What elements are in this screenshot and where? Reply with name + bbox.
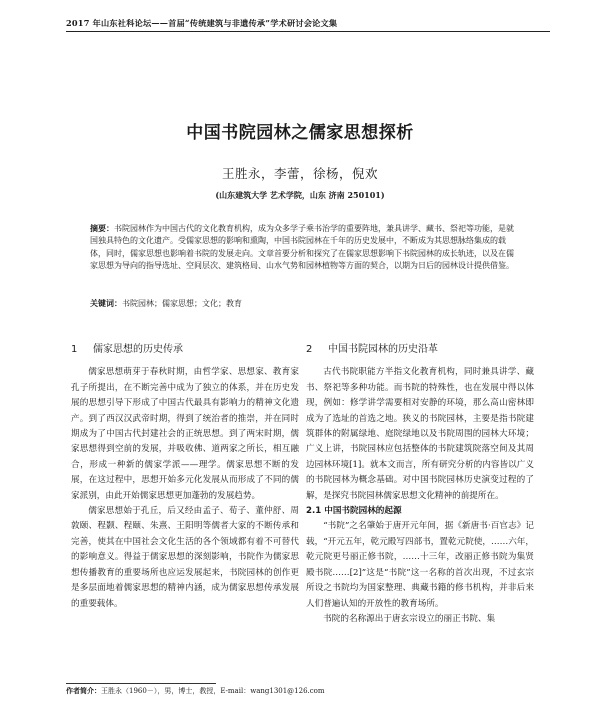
subsection-2-1-number: 2.1 [306, 506, 322, 517]
right-column [306, 342, 534, 627]
keywords-text: 书院园林；儒家思想；文化；教育 [122, 299, 242, 308]
header-rule [66, 31, 550, 32]
section-2-title: 中国书院园林的历史沿革 [328, 344, 438, 355]
section-1-number: 1 [71, 344, 78, 355]
running-head: 2017 年山东社科论坛——首届“传统建筑与非遗传承”学术研讨会论文集 [66, 18, 338, 28]
abstract-label: 摘要： [90, 223, 114, 233]
section-1-heading [71, 342, 299, 357]
section-1-title: 儒家思想的历史传承 [93, 344, 183, 355]
footnote-label: 作者简介： [66, 686, 101, 695]
keywords-label: 关键词： [90, 298, 122, 308]
section-2-number: 2 [306, 344, 313, 355]
subsection-2-1-paragraph: “书院”之名肇始于唐开元年间，据《新唐书·百官志》记载，“开元五年，乾元殿写四部书，置乾元院使，……六年，乾元院更号丽正修书院，……十三年，改丽正修书院为集贤殿书院……[2]”这是“书院”这一名称的首次出现，不过玄宗所设之书院均为国家整理、典藏书籍的修书机构，并非后来人们普遍认知的开放性的教育场所。 [306, 521, 534, 609]
abstract [90, 222, 516, 273]
footnote-rule [66, 683, 216, 684]
subsection-2-1-heading [306, 504, 534, 519]
section-1-paragraph: 儒家思想萌芽于春秋时期，由哲学家、思想家、教育家孔子所提出，在不断完善中成为了独立的体系，并在历史发展的思想引导下形成了中国古代最具有影响力的精神文化遗产。到了西汉汉武帝时期，得到了统治者的推崇，并在同时期成为了中国古代封建社会的正统思想。到了两宋时期，儒家思想得到空前的发展，并吸收佛、道两家之所长，相互融合，形成一种新的儒家学派——理学。儒家思想不断的发展，在这过程中，思想开始多元化发展从而形成了不同的儒家派别，由此开始儒家思想更加蓬勃的发展趋势。 [71, 367, 299, 501]
affiliation: (山东建筑大学 艺术学院，山东 济南 250101) [215, 190, 385, 200]
subsection-2-1-paragraph: 书院的名称源出于唐玄宗设立的丽正书院、集 [323, 613, 496, 624]
authors: 王胜永，李蕾，徐杨，倪欢 [221, 166, 378, 181]
section-2-paragraph: 古代书院职能方半指文化教育机构，同时兼具讲学、藏书、祭祀等多种功能。而书院的特殊性，也在发展中得以体现，例如：修学讲学需要相对安静的环境，那么高山密林即成为了选址的首选之地。狭义的书院园林，主要是指书院建筑群体的附属绿地、庭院绿地以及书院周围的园林大环境；广义上讲，书院园林应包括整体的书院建筑院落空间及其周边园林环境[1]。就本文而言，所有研究分析的内容皆以广义的书院园林为概念基础。对中国书院园林历史演变过程的了解，是探究书院园林儒家思想文化精神的前提所在。 [306, 367, 534, 501]
abstract-text: 书院园林作为中国古代的文化教育机构，成为众多学子乘书治学的重要阵地，兼具讲学、藏书、祭祀等功能，是就国独具特色的文化遗产。受儒家思想的影响和熏陶，中国书院园林在千年的历史发展中，不断成为其思想脉络集成的载体，同时，儒家思想也影响着书院的发展走向。文章首要分析和探究了在儒家思想影响下书院园林的成长轨迹，以及在儒家思想为导向的指导选址、空间层次、建筑格局、山水气势和园林植物等方面的契合，以期为日后的园林设计提供借鉴。 [90, 224, 514, 271]
keywords [90, 297, 516, 310]
subsection-2-1-title: 中国书院园林的起源 [324, 506, 402, 517]
footnote-text: 王胜永（1960－），男，博士，教授，E-mail：wang1301@126.com [101, 687, 325, 695]
author-footnote [66, 686, 325, 696]
left-column [71, 342, 299, 612]
paper-title: 中国书院园林之儒家思想探析 [186, 123, 414, 143]
section-2-heading [306, 342, 534, 357]
section-1-paragraph: 儒家思想始于孔丘，后又经由孟子、荀子、董仲舒、周敦颐、程颢、程颐、朱熹、王阳明等儒者大家的不断传承和完善，使其在中国社会文化生活的各个领域都有着不可替代的影响意义。得益于儒家思想的深刻影响，书院作为儒家思想传播教育的重要场所也应运发展起来，书院园林的创作更是多层面地着儒家思想的精神内涵，成为儒家思想传承发展的重要载体。 [71, 506, 299, 609]
